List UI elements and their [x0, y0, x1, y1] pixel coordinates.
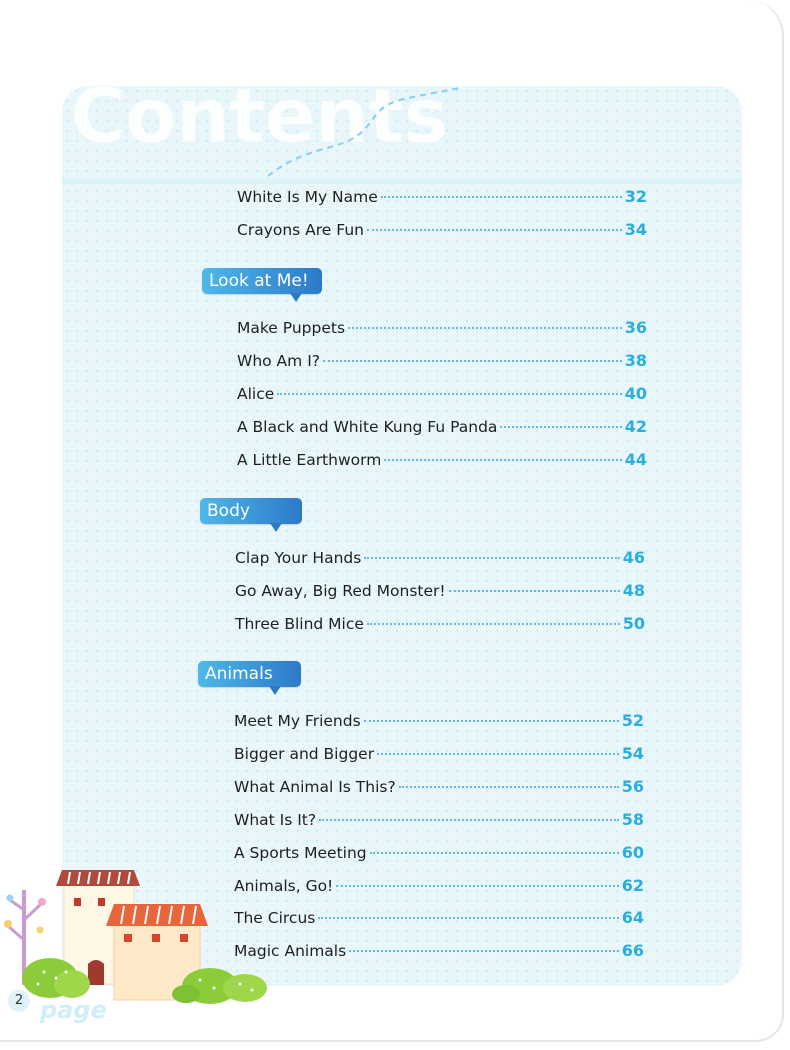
page-number: 2	[8, 990, 30, 1012]
toc-entry-page: 40	[624, 384, 647, 403]
toc-entry[interactable]	[237, 417, 647, 439]
toc-entry-page: 44	[624, 450, 647, 469]
dot-leader	[384, 459, 621, 461]
section-tag-animals	[198, 661, 301, 687]
speech-tail	[290, 293, 302, 302]
toc-entry[interactable]	[234, 810, 644, 832]
speech-tail	[270, 523, 282, 532]
toc-entry-title: What Animal Is This?	[234, 778, 396, 796]
toc-entry-page: 46	[622, 548, 645, 567]
toc-entry-title: Magic Animals	[234, 942, 347, 960]
dot-leader	[349, 950, 619, 952]
toc-entry-title: Clap Your Hands	[235, 549, 362, 567]
dashed-swoosh-decoration	[0, 0, 790, 200]
toc-entry-title: Bigger and Bigger	[234, 745, 375, 763]
toc-entry[interactable]	[237, 220, 647, 242]
toc-entry-page: 66	[621, 941, 644, 960]
toc-entry-title: The Circus	[234, 909, 316, 927]
toc-entry-title: Alice	[237, 385, 275, 403]
dot-leader	[277, 393, 621, 395]
dot-leader	[370, 852, 619, 854]
toc-entry[interactable]	[235, 614, 645, 636]
toc-entry-page: 42	[624, 417, 647, 436]
toc-entry-page: 62	[621, 876, 644, 895]
page-title: Contents	[70, 71, 448, 160]
toc-entry-title: Crayons Are Fun	[237, 221, 364, 239]
toc-entry[interactable]	[234, 843, 644, 865]
dot-leader	[348, 327, 622, 329]
toc-entry[interactable]	[234, 744, 644, 766]
dot-leader	[364, 720, 619, 722]
toc-entry-title: A Little Earthworm	[237, 451, 382, 469]
toc-entry-title: A Sports Meeting	[234, 844, 367, 862]
toc-entry-title: A Black and White Kung Fu Panda	[237, 418, 498, 436]
toc-entry[interactable]	[235, 581, 645, 603]
dot-leader	[336, 885, 618, 887]
dot-leader	[377, 753, 619, 755]
toc-entry-page: 38	[624, 351, 647, 370]
dot-leader	[319, 819, 619, 821]
toc-entry[interactable]	[237, 384, 647, 406]
toc-entry-page: 56	[621, 777, 644, 796]
section-tag-body	[200, 498, 302, 524]
houses-and-bushes-illustration	[0, 860, 290, 1010]
section-tag-label: Animals	[205, 664, 273, 684]
toc-entry-title: Meet My Friends	[234, 712, 361, 730]
toc-entry-page: 52	[621, 711, 644, 730]
toc-entry[interactable]	[234, 777, 644, 799]
toc-entry-title: What Is It?	[234, 811, 317, 829]
dot-leader	[318, 917, 618, 919]
section-tag-label: Look at Me!	[209, 271, 309, 291]
toc-entry-page: 48	[622, 581, 645, 600]
toc-entry[interactable]	[234, 941, 644, 963]
toc-entry[interactable]	[234, 876, 644, 898]
toc-entry-page: 60	[621, 843, 644, 862]
toc-entry-page: 64	[621, 908, 644, 927]
speech-tail	[269, 686, 281, 695]
toc-entry[interactable]	[237, 351, 647, 373]
toc-entry-title: Make Puppets	[237, 319, 346, 337]
page-logo: page	[40, 996, 107, 1024]
toc-entry-title: White Is My Name	[237, 188, 378, 206]
dot-leader	[399, 786, 619, 788]
dot-leader	[323, 360, 622, 362]
toc-entry[interactable]	[234, 711, 644, 733]
toc-entry[interactable]	[237, 187, 647, 209]
toc-entry[interactable]	[234, 908, 644, 930]
dot-leader	[367, 229, 622, 231]
section-tag-label: Body	[207, 501, 250, 521]
toc-entry-title: Three Blind Mice	[235, 615, 364, 633]
toc-entry-page: 54	[621, 744, 644, 763]
toc-entry[interactable]	[237, 318, 647, 340]
toc-entry[interactable]	[237, 450, 647, 472]
section-tag-look-at-me	[202, 268, 322, 294]
dot-leader	[367, 623, 620, 625]
dot-leader	[449, 590, 620, 592]
toc-entry-title: Who Am I?	[237, 352, 320, 370]
toc-entry[interactable]	[235, 548, 645, 570]
toc-entry-page: 50	[622, 614, 645, 633]
toc-entry-page: 36	[624, 318, 647, 337]
toc-entry-page: 32	[624, 187, 647, 206]
toc-entry-title: Go Away, Big Red Monster!	[235, 582, 446, 600]
dot-leader	[500, 426, 621, 428]
toc-entry-title: Animals, Go!	[234, 877, 334, 895]
dot-leader	[381, 196, 622, 198]
toc-entry-page: 58	[621, 810, 644, 829]
toc-entry-page: 34	[624, 220, 647, 239]
dot-leader	[364, 557, 619, 559]
